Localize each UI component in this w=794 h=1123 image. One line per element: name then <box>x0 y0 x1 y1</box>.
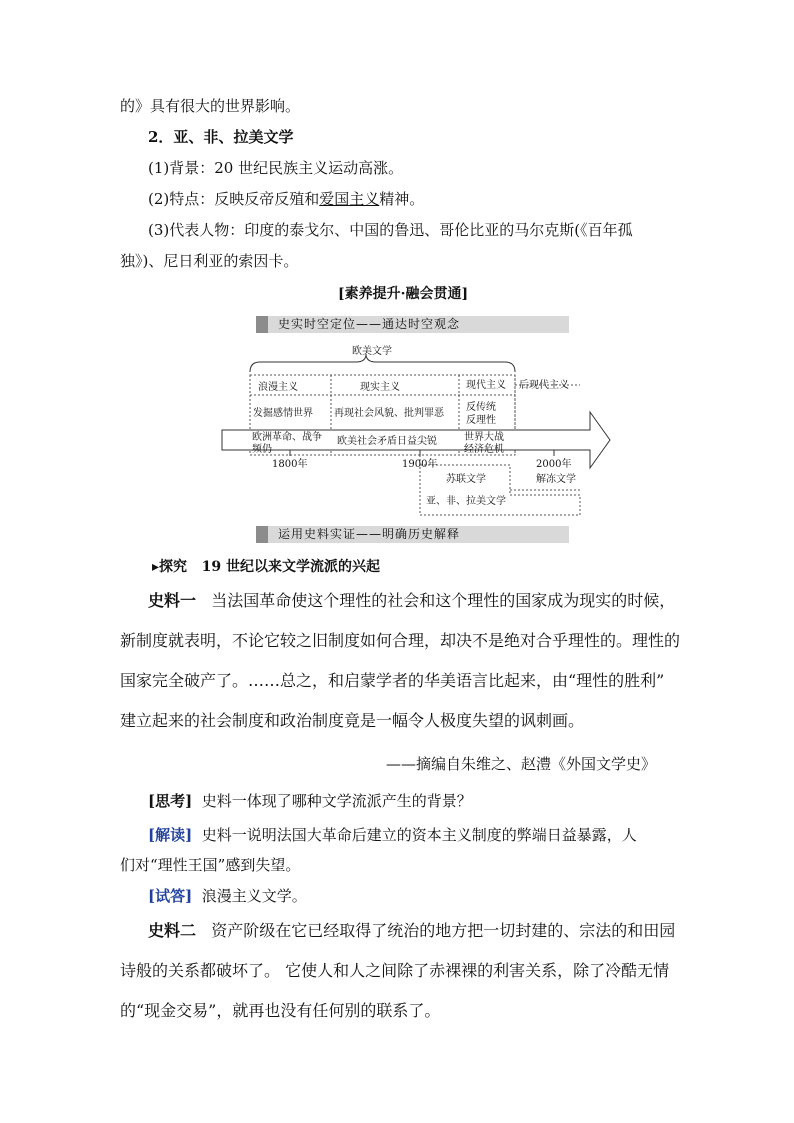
interpret-label: [解读] <box>148 826 193 844</box>
think-text: 史料一体现了哪种文学流派产生的背景？ <box>201 792 472 810</box>
representatives-line-1: (3)代表人物：印度的泰戈尔、中国的鲁迅、哥伦比亚的马尔克斯(《百年孤 <box>148 221 633 239</box>
realism-background: 欧美社会矛盾日益尖锐 <box>337 436 437 447</box>
bar-marker <box>256 526 268 543</box>
source2-line-1 <box>148 920 675 942</box>
answer-label: [试答] <box>148 887 193 905</box>
year-1900: 1900年 <box>402 459 438 470</box>
modernism-desc-2: 反理性 <box>466 415 496 426</box>
realism-label: 现实主义 <box>360 382 400 393</box>
realism-desc: 再现社会风貌、批判罪恶 <box>334 408 444 419</box>
explore-title: 19 世纪以来文学流派的兴起 <box>201 559 381 575</box>
source1-line-1 <box>148 590 675 612</box>
representatives-line-2: 独》)、尼日利亚的索因卡。 <box>120 252 299 270</box>
romanticism-background-2: 频仍 <box>252 444 272 455</box>
source1-line-4: 建立起来的社会制度和政治制度竟是一幅令人极度失望的讽刺画。 <box>120 711 585 730</box>
interpret-text-1: 史料一说明法国大革命后建立的资本主义制度的弊端日益暴露，人 <box>201 826 637 844</box>
think-label: [思考] <box>148 792 193 810</box>
year-1800: 1800年 <box>272 459 308 470</box>
modernism-label: 现代主义 <box>466 380 506 391</box>
section-title: [素养提升·融会贯通] <box>338 286 469 302</box>
modernism-background-1: 世界大战 <box>464 432 504 443</box>
thaw-literature-label: 解冻文学 <box>536 474 576 485</box>
feature-prefix: (2)特点：反映反帝反殖和 <box>148 190 320 208</box>
answer-text: 浪漫主义文学。 <box>201 887 307 905</box>
interpret-line-1 <box>148 825 637 845</box>
soviet-literature-label: 苏联文学 <box>446 474 486 485</box>
feature-suffix: 精神。 <box>379 190 425 208</box>
source1-label: 史料一 <box>148 591 197 610</box>
source2-line-3: 的“现金交易”，就再也没有任何别的联系了。 <box>120 1001 441 1020</box>
answer-line <box>148 886 307 906</box>
year-2000: 2000年 <box>536 459 572 470</box>
romanticism-background-1: 欧洲革命、战争 <box>252 432 322 443</box>
source1-citation: ——摘编自朱维之、赵澧《外国文学史》 <box>386 755 657 773</box>
source2-line-2: 诗般的关系都破坏了。 它使人和人之间除了赤裸裸的利害关系，除了冷酷无情 <box>120 961 670 980</box>
source1-line-3: 国家完全破产了。……总之，和启蒙学者的华美语言比起来，由“理性的胜利” <box>120 671 665 690</box>
bar-title: 运用史料实证——明确历史解释 <box>278 527 461 541</box>
interpret-line-2: 们对“理性王国”感到失望。 <box>120 856 301 874</box>
heading-afro-latin-literature: 2．亚、非、拉美文学 <box>148 128 294 146</box>
postmodernism-label: 后现代主义 <box>519 380 569 391</box>
section-bar-evidence <box>256 526 569 543</box>
source1-text-1: 当法国革命使这个理性的社会和这个理性的国家成为现实的时候， <box>211 591 676 610</box>
bar-title: 史实时空定位——通达时空观念 <box>278 317 461 331</box>
source2-label: 史料二 <box>148 921 197 940</box>
explore-label: ▸探究 <box>152 559 188 575</box>
afro-asian-latin-literature-label: 亚、非、拉美文学 <box>426 496 506 507</box>
modernism-background-2: 经济危机 <box>464 444 504 455</box>
romanticism-label: 浪漫主义 <box>258 382 298 393</box>
source2-text-1: 资产阶级在它已经取得了统治的地方把一切封建的、宗法的和田园 <box>211 921 676 940</box>
source1-line-2: 新制度就表明，不论它较之旧制度如何合理，却决不是绝对合乎理性的。理性的 <box>120 631 681 650</box>
think-line <box>148 791 472 811</box>
intro-line-1: 的》具有很大的世界影响。 <box>120 97 301 115</box>
explore-heading <box>152 557 380 577</box>
euro-american-literature-label: 欧美文学 <box>352 346 392 357</box>
modernism-desc-1: 反传统 <box>466 402 496 413</box>
background-line: (1)背景：20 世纪民族主义运动高涨。 <box>148 159 404 177</box>
romanticism-desc: 发掘感情世界 <box>253 408 313 419</box>
feature-underlined: 爱国主义 <box>319 190 380 208</box>
